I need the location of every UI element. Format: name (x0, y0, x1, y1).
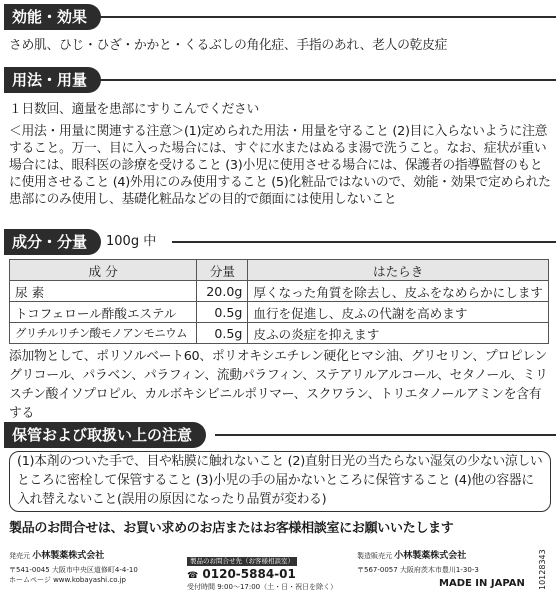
storage-box (9, 451, 551, 512)
ingredients-per: 100g 中 (106, 234, 157, 249)
efficacy-text: さめ肌、ひじ・ひざ・かかと・くるぶしの角化症、手指のあれ、老人の乾皮症 (9, 38, 448, 53)
usage-notes: ＜用法・用量に関連する注意＞(1)定められた用法・用量を守ること (2)目に入らないように注意すること。万一、目に入った場合には、すぐに水またはぬるま湯で洗うこと。なお、症状が重い場合には、眼科医の診療を受けること (3)小児に使用させる場合には、保護者の指導監督のもとに使用させること (4)外用にのみ使用すること (5)化粧品ではないので、効能・効果で定められた患部にのみ使用し、基礎化粧品などの目的で顔面には使用しないこと (9, 124, 551, 207)
divider (96, 16, 556, 18)
seller-address: 〒541-0045 大阪市中央区道修町4-4-10 (9, 566, 138, 574)
ingredient-role: 血行を促進し、皮ふの代謝を高めます (248, 302, 549, 323)
product-code: 10128343 (538, 549, 547, 590)
divider (96, 79, 556, 81)
additives-text: 添加物として、ポリソルベート60、ポリオキシエチレン硬化ヒマシ油、グリセリン、プロピレングリコール、パラベン、パラフィン、流動パラフィン、ステアリルアルコール、セタノール、ミリスチン酸イソプロピル、カルボキシビニルポリマー、スクワラン、トリエタノールアミンを含有する (9, 349, 548, 421)
made-in: MADE IN JAPAN (439, 578, 525, 589)
efficacy-header (0, 3, 560, 31)
phone-value: 0120-5884-01 (202, 567, 296, 581)
ingredient-role: 皮ふの炎症を抑えます (248, 323, 549, 344)
inquiry-box (187, 548, 338, 591)
table-row (10, 281, 549, 302)
storage-header (0, 421, 560, 449)
efficacy-title: 効能・効果 (4, 4, 101, 30)
ingredient-amount: 20.0g (197, 281, 248, 302)
ingredient-name: 尿 素 (10, 281, 197, 302)
ingredients-header (0, 228, 560, 256)
ingredient-amount: 0.5g (197, 302, 248, 323)
ingredient-name: グリチルリチン酸モノアンモニウム (10, 323, 197, 344)
usage-header (0, 66, 560, 94)
col-header-role: はたらき (248, 260, 549, 281)
ingredients-title: 成分・分量 (4, 229, 101, 255)
table-header-row (10, 260, 549, 281)
maker-block (357, 552, 466, 561)
ingredients-table (9, 259, 549, 344)
usage-line: １日数回、適量を患部にすりこんでください (9, 102, 259, 117)
phone-number (187, 567, 327, 583)
storage-title: 保管および取扱い上の注意 (4, 422, 206, 448)
usage-title: 用法・用量 (4, 67, 101, 93)
divider (215, 434, 556, 436)
seller-label: 発売元 (9, 552, 30, 560)
seller-name: 小林製薬株式会社 (32, 551, 105, 561)
maker-label: 製造販売元 (357, 552, 392, 560)
maker-name: 小林製薬株式会社 (394, 551, 467, 561)
maker-address: 〒567-0057 大阪府茨木市豊川1-30-3 (357, 566, 479, 574)
inquiry-hours: 受付時間 9:00～17:00（土・日・祝日を除く） (187, 583, 338, 591)
col-header-ingredient: 成 分 (10, 260, 197, 281)
storage-text: (1)本剤のついた手で、目や粘膜に触れないこと (2)直射日光の当たらない湿気の少ない涼しいところに密栓して保管すること (3)小児の手の届かないところに保管すること (4)他の容器に入れ替えないこと(誤用の原因になったり品質が変わる) (17, 454, 543, 507)
free-dial-icon: ☎ (187, 571, 199, 581)
ingredient-name: トコフェロール酢酸エステル (10, 302, 197, 323)
divider (172, 241, 556, 243)
homepage: ホームページ www.kobayashi.co.jp (9, 576, 126, 584)
col-header-amount: 分量 (197, 260, 248, 281)
ingredient-amount: 0.5g (197, 323, 248, 344)
ingredient-role: 厚くなった角質を除去し、皮ふをなめらかにします (248, 281, 549, 302)
seller-block (9, 552, 104, 561)
table-row (10, 323, 549, 344)
table-row (10, 302, 549, 323)
contact-line: 製品のお問合せは、お買い求めのお店またはお客様相談室にお願いいたします (9, 521, 454, 536)
inquiry-label: 製品のお問合せ先（お客様相談室） (187, 557, 297, 566)
